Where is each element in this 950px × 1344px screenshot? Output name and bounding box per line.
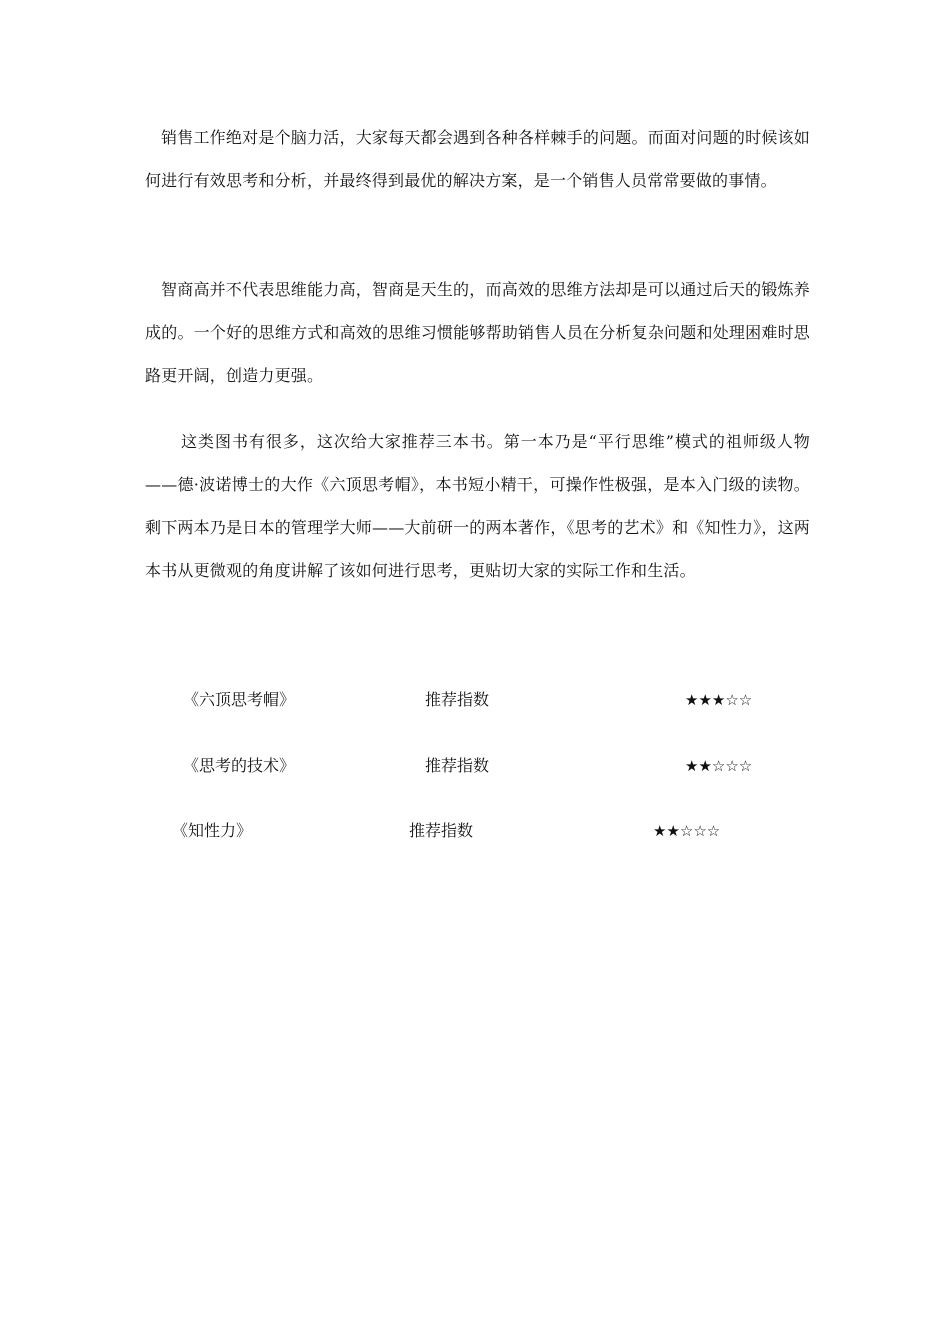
paragraph-intelligence: 智商高并不代表思维能力高，智商是天生的，而高效的思维方法却是可以通过后天的锻炼养成的。一个好的思维方式和高效的思维习惯能够帮助销售人员在分析复杂问题和处理困难时思路更开阔，创造力更强。 xyxy=(145,280,810,385)
book-title: 《知性力》 xyxy=(172,821,253,840)
star-rating: ★★☆☆☆ xyxy=(685,757,753,775)
rating-label: 推荐指数 xyxy=(425,756,490,775)
star-rating: ★★★☆☆ xyxy=(685,691,753,709)
rating-label: 推荐指数 xyxy=(425,690,490,709)
book-title: 《六顶思考帽》 xyxy=(183,690,296,709)
star-rating: ★★☆☆☆ xyxy=(653,822,721,840)
rating-label: 推荐指数 xyxy=(409,821,474,840)
paragraph-book-recommendations: 这类图书有很多，这次给大家推荐三本书。第一本乃是“平行思维”模式的祖师级人物——德·波诺博士的大作《六顶思考帽》，本书短小精干，可操作性极强，是本入门级的读物。剩下两本乃是日本的管理学大师——大前研一的两本著作，《思考的艺术》和《知性力》，这两本书从更微观的角度讲解了该如何进行思考，更贴切大家的实际工作和生活。 xyxy=(145,432,810,580)
recommendation-row xyxy=(0,688,950,712)
paragraph-intro: 销售工作绝对是个脑力活，大家每天都会遇到各种各样棘手的问题。而面对问题的时候该如何进行有效思考和分析，并最终得到最优的解决方案，是一个销售人员常常要做的事情。 xyxy=(145,128,810,190)
recommendation-row xyxy=(0,819,950,843)
book-title: 《思考的技术》 xyxy=(183,756,296,775)
recommendation-row xyxy=(0,754,950,778)
